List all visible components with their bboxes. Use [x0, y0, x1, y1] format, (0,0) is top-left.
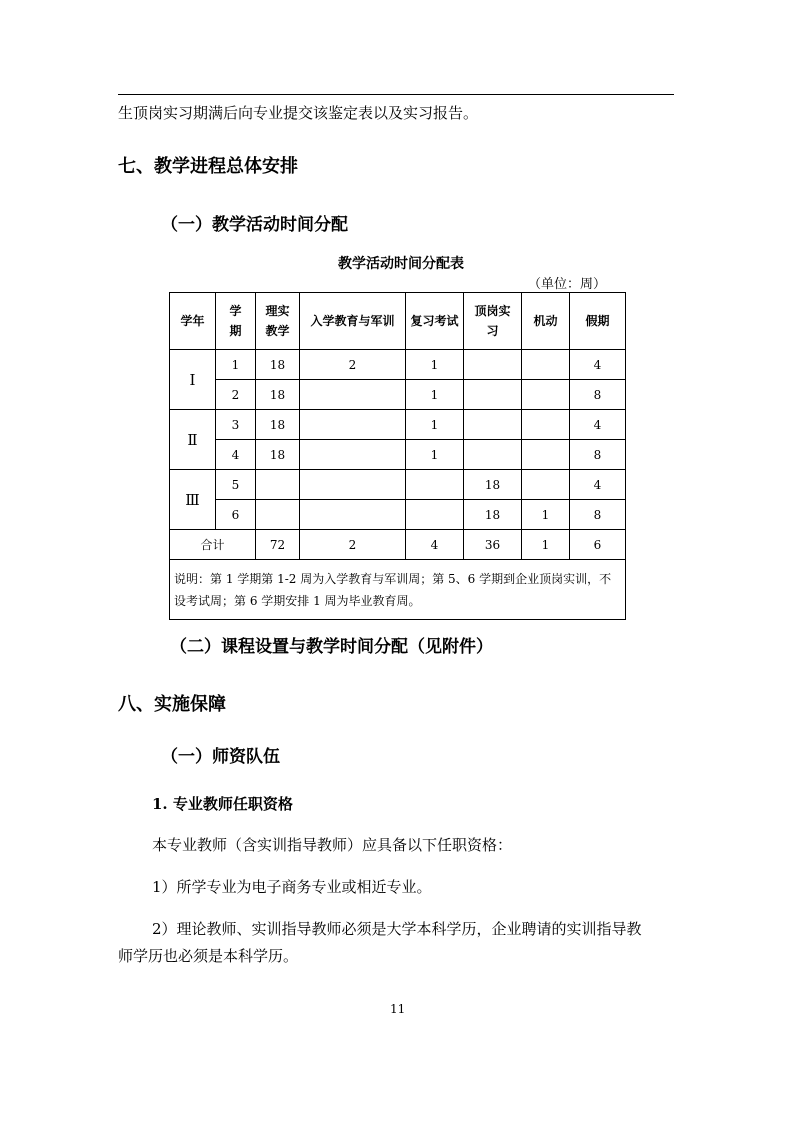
table-row — [170, 410, 626, 440]
header-theory-practice: 理实 教学 — [256, 293, 300, 350]
theory-cell — [256, 500, 300, 530]
header-term: 学 期 — [216, 293, 256, 350]
year-cell: Ⅱ — [170, 410, 216, 470]
entry-cell — [300, 380, 406, 410]
paragraph-qualification-intro: 本专业教师（含实训指导教师）应具备以下任职资格： — [152, 836, 513, 854]
item-heading-qualification: 1. 专业教师任职资格 — [152, 795, 293, 813]
header-review-exam: 复习考试 — [406, 293, 464, 350]
flex-cell: 1 — [522, 500, 570, 530]
intern-cell: 18 — [464, 500, 522, 530]
paragraph-qualification-2-line1: 2）理论教师、实训指导教师必须是大学本科学历，企业聘请的实训指导教 — [152, 920, 642, 938]
intern-cell — [464, 410, 522, 440]
intern-cell — [464, 350, 522, 380]
term-cell: 2 — [216, 380, 256, 410]
table-total-row — [170, 530, 626, 560]
holiday-cell: 8 — [570, 500, 626, 530]
exam-cell — [406, 500, 464, 530]
table-row — [170, 440, 626, 470]
holiday-cell: 4 — [570, 350, 626, 380]
term-cell: 5 — [216, 470, 256, 500]
theory-cell — [256, 470, 300, 500]
header-year: 学年 — [170, 293, 216, 350]
entry-cell — [300, 470, 406, 500]
theory-cell: 18 — [256, 380, 300, 410]
entry-cell — [300, 500, 406, 530]
subsection-heading-faculty: （一）师资队伍 — [161, 747, 280, 767]
table-note: 说明：第 1 学期第 1-2 周为入学教育与军训周；第 5、6 学期到企业顶岗实训，不设考试周；第 6 学期安排 1 周为毕业教育周。 — [170, 560, 626, 620]
table-row — [170, 380, 626, 410]
flex-cell — [522, 350, 570, 380]
flex-cell — [522, 410, 570, 440]
term-cell: 6 — [216, 500, 256, 530]
intern-cell — [464, 440, 522, 470]
section-8-heading: 八、实施保障 — [118, 694, 226, 715]
table-header-row — [170, 293, 626, 350]
year-cell: Ⅲ — [170, 470, 216, 530]
exam-cell: 1 — [406, 410, 464, 440]
term-cell: 1 — [216, 350, 256, 380]
header-holiday: 假期 — [570, 293, 626, 350]
continuation-text: 生顶岗实习期满后向专业提交该鉴定表以及实习报告。 — [118, 104, 479, 122]
table-unit: （单位：周） — [528, 277, 607, 292]
activity-time-table — [169, 292, 626, 620]
flex-cell — [522, 380, 570, 410]
total-holiday: 6 — [570, 530, 626, 560]
holiday-cell: 4 — [570, 410, 626, 440]
exam-cell — [406, 470, 464, 500]
holiday-cell: 8 — [570, 380, 626, 410]
header-rule — [118, 94, 674, 95]
header-entry-training: 入学教育与军训 — [300, 293, 406, 350]
intern-cell: 18 — [464, 470, 522, 500]
table-row — [170, 500, 626, 530]
theory-cell: 18 — [256, 350, 300, 380]
table-row — [170, 350, 626, 380]
section-7-heading: 七、教学进程总体安排 — [118, 156, 298, 177]
table-row — [170, 470, 626, 500]
table-note-row — [170, 560, 626, 620]
header-internship: 顶岗实 习 — [464, 293, 522, 350]
exam-cell: 1 — [406, 440, 464, 470]
flex-cell — [522, 440, 570, 470]
page-number: 11 — [390, 1002, 406, 1016]
total-label: 合计 — [170, 530, 256, 560]
holiday-cell: 8 — [570, 440, 626, 470]
holiday-cell: 4 — [570, 470, 626, 500]
subsection-heading-activity-time: （一）教学活动时间分配 — [161, 215, 348, 235]
entry-cell — [300, 410, 406, 440]
header-flexible: 机动 — [522, 293, 570, 350]
paragraph-qualification-2-line2: 师学历也必须是本科学历。 — [118, 947, 299, 965]
intern-cell — [464, 380, 522, 410]
total-flex: 1 — [522, 530, 570, 560]
theory-cell: 18 — [256, 410, 300, 440]
year-cell: Ⅰ — [170, 350, 216, 410]
term-cell: 4 — [216, 440, 256, 470]
flex-cell — [522, 470, 570, 500]
total-exam: 4 — [406, 530, 464, 560]
term-cell: 3 — [216, 410, 256, 440]
entry-cell — [300, 440, 406, 470]
total-entry: 2 — [300, 530, 406, 560]
total-intern: 36 — [464, 530, 522, 560]
subsection-heading-course-setting: （二）课程设置与教学时间分配（见附件） — [170, 637, 493, 657]
exam-cell: 1 — [406, 380, 464, 410]
table-title: 教学活动时间分配表 — [338, 256, 464, 272]
theory-cell: 18 — [256, 440, 300, 470]
paragraph-qualification-1: 1）所学专业为电子商务专业或相近专业。 — [152, 878, 432, 896]
total-theory: 72 — [256, 530, 300, 560]
entry-cell: 2 — [300, 350, 406, 380]
exam-cell: 1 — [406, 350, 464, 380]
